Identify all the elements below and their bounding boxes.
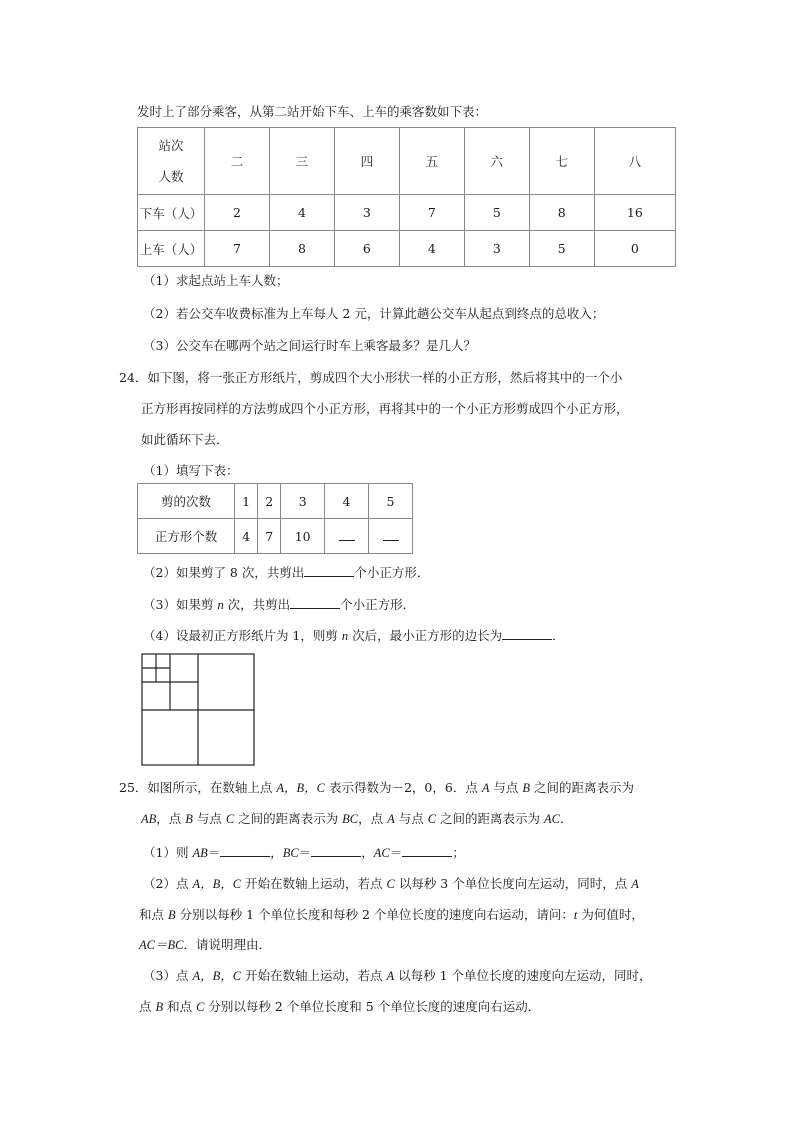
q25-var: A xyxy=(386,969,395,983)
q24-cell: 3 xyxy=(281,484,325,519)
q25-text: ． xyxy=(560,811,573,826)
q25-var: AB xyxy=(192,846,208,860)
q24-answer-blank[interactable] xyxy=(325,519,369,554)
q24-cell: 10 xyxy=(281,519,325,554)
q24-sub3-blank[interactable] xyxy=(290,596,340,609)
q25-var: BC xyxy=(282,846,299,860)
q25-var: A xyxy=(387,812,395,826)
q25-sub2-line3 xyxy=(139,937,271,953)
q25-text: ，点 xyxy=(358,811,388,826)
q24-sub2-text: （2）如果剪了 8 次，共剪出 xyxy=(143,565,305,580)
q23-cell: 8 xyxy=(529,195,594,231)
q25-var: AC xyxy=(544,812,560,826)
q24-cell: 2 xyxy=(258,484,281,519)
q25-text: 点 xyxy=(139,999,156,1014)
q23-sub2: （2）若公交车收费标准为上车每人 2 元，计算此趟公交车从起点到终点的总收入； xyxy=(143,306,605,321)
q24-cell: 1 xyxy=(235,484,258,519)
q23-station: 七 xyxy=(529,128,594,195)
q23-intro: 发时上了部分乘客，从第二站开始下车、上车的乘客数如下表： xyxy=(137,104,488,119)
q25-text: （2）点 xyxy=(143,876,193,891)
q25-text: 表示得数为－2，0，6．点 xyxy=(325,780,482,795)
q25-var: B xyxy=(522,781,531,795)
q25-text: 和点 xyxy=(163,999,197,1014)
q23-station: 二 xyxy=(205,128,270,195)
q25-text: 25．如图所示，在数轴上点 xyxy=(119,780,277,795)
q25-sub3-line1 xyxy=(143,968,652,984)
q25-var: C xyxy=(427,812,437,826)
q25-text: ＝ xyxy=(389,845,403,860)
q25-var: BC xyxy=(342,812,359,826)
q25-var: AC＝BC xyxy=(139,938,184,952)
q24-sub2-text: 个小正方形． xyxy=(354,565,430,580)
q25-var: A xyxy=(481,781,490,795)
q25-line2 xyxy=(141,811,573,827)
q25-text: 为何值时， xyxy=(577,907,644,922)
q24-cell: 4 xyxy=(235,519,258,554)
q24-cell: 7 xyxy=(258,519,281,554)
q25-sub2-line1 xyxy=(143,876,639,892)
q24-sub4 xyxy=(143,627,565,644)
q23-sub3: （3）公交车在哪两个站之间运行时车上乘客最多？是几人？ xyxy=(143,338,476,353)
q23-station: 六 xyxy=(464,128,529,195)
q25-text: 分别以每秒 2 个单位长度和 5 个单位长度的速度向右运动． xyxy=(204,999,541,1014)
q25-text: ＝ xyxy=(207,845,221,860)
q25-sub1 xyxy=(143,844,465,861)
q25-var: A，B，C xyxy=(192,969,242,983)
q24-sub2-blank[interactable] xyxy=(304,564,354,577)
q23-cell: 4 xyxy=(399,231,464,267)
q23-cell: 16 xyxy=(594,195,675,231)
q25-var: t xyxy=(573,908,578,922)
q24-sub3-text: 次，共剪出 xyxy=(223,597,291,612)
q25-text: ，点 xyxy=(156,811,186,826)
q24-sub2 xyxy=(143,564,429,581)
q25-text: ； xyxy=(452,845,465,860)
q24-cell: 4 xyxy=(325,484,369,519)
q24-line3: 如此循环下去． xyxy=(141,432,229,447)
q25-text: ．请说明理由． xyxy=(183,937,271,952)
q24-sub4-text: （4）设最初正方形纸片为 1，则剪 xyxy=(143,628,342,643)
q25-sub3-line2 xyxy=(139,999,540,1015)
q24-var-n: n xyxy=(217,598,224,612)
q23-cell: 3 xyxy=(334,195,399,231)
q25-text: 与点 xyxy=(394,811,428,826)
q23-cell: 0 xyxy=(594,231,675,267)
q23-cell: 4 xyxy=(269,195,334,231)
q23-sub1: （1）求起点站上车人数； xyxy=(143,273,289,288)
q25-text: 与点 xyxy=(192,811,226,826)
q24-sub3-text: 个小正方形． xyxy=(340,597,416,612)
q23-table-header-cell xyxy=(138,128,205,195)
q24-line1: 24．如下图，将一张正方形纸片，剪成四个大小形状一样的小正方形，然后将其中的一个小 xyxy=(119,370,623,385)
q23-table xyxy=(137,127,676,267)
q23-row-label: 下车（人） xyxy=(138,195,205,231)
q23-station: 四 xyxy=(334,128,399,195)
q23-station: 五 xyxy=(399,128,464,195)
q24-row2-label: 正方形个数 xyxy=(138,519,235,554)
q23-header-top: 站次 xyxy=(158,138,184,153)
q23-row-label: 上车（人） xyxy=(138,231,205,267)
q25-var: C xyxy=(196,1000,205,1014)
q25-bc-blank[interactable] xyxy=(311,844,361,857)
q25-var: C xyxy=(225,812,235,826)
q25-text: ， xyxy=(361,845,374,860)
q25-text: 以每秒 3 个单位长度向左运动，同时，点 xyxy=(394,876,632,891)
q25-var: A，B，C xyxy=(276,781,325,795)
q25-sub2-line2 xyxy=(139,907,644,923)
q25-var: B xyxy=(167,908,176,922)
q23-cell: 8 xyxy=(269,231,334,267)
q25-text: 之间的距离表示为 xyxy=(530,780,635,795)
q25-text: ， xyxy=(270,845,283,860)
q25-line1 xyxy=(119,780,634,796)
square-cutting-figure xyxy=(141,653,257,767)
q25-text: 以每秒 1 个单位长度的速度向左运动，同时， xyxy=(394,968,652,983)
q23-cell: 6 xyxy=(334,231,399,267)
q25-text: 开始在数轴上运动，若点 xyxy=(241,876,387,891)
q25-text: 之间的距离表示为 xyxy=(234,811,343,826)
q25-text: 之间的距离表示为 xyxy=(436,811,545,826)
q25-var: B xyxy=(155,1000,164,1014)
q24-sub3-text: （3）如果剪 xyxy=(143,597,218,612)
q23-station: 八 xyxy=(594,128,675,195)
q23-station: 三 xyxy=(269,128,334,195)
q24-cell: 5 xyxy=(369,484,413,519)
q25-text: （3）点 xyxy=(143,968,193,983)
q25-text: 和点 xyxy=(139,907,168,922)
q24-sub1: （1）填写下表： xyxy=(143,463,239,478)
q23-cell: 5 xyxy=(529,231,594,267)
q23-cell: 7 xyxy=(205,231,270,267)
q24-var-n: n xyxy=(341,629,349,643)
q25-var: C xyxy=(386,877,395,891)
q23-cell: 5 xyxy=(464,195,529,231)
q25-var: AC xyxy=(373,846,390,860)
q24-sub3 xyxy=(143,596,415,613)
q24-table xyxy=(137,483,413,554)
q25-var: AB xyxy=(141,812,157,826)
q24-sub4-text: 次后，最小正方形的边长为 xyxy=(348,628,503,643)
q25-var: B xyxy=(185,812,193,826)
q25-var: A xyxy=(631,877,639,891)
q25-var: A，B，C xyxy=(192,877,242,891)
q25-text: 分别以每秒 1 个单位长度和每秒 2 个单位长度的速度向右运动，请问： xyxy=(175,907,574,922)
q24-row1-label: 剪的次数 xyxy=(138,484,235,519)
q25-ab-blank[interactable] xyxy=(220,844,270,857)
q24-sub4-text: ． xyxy=(552,628,565,643)
q23-cell: 3 xyxy=(464,231,529,267)
q23-cell: 2 xyxy=(205,195,270,231)
q24-answer-blank[interactable] xyxy=(369,519,413,554)
q25-text: 与点 xyxy=(489,780,523,795)
q24-line2: 正方形再按同样的方法剪成四个小正方形，再将其中的一个小正方形剪成四个小正方形， xyxy=(141,401,629,416)
q25-text: ＝ xyxy=(298,845,312,860)
q25-text: 开始在数轴上运动，若点 xyxy=(241,968,387,983)
q25-text: （1）则 xyxy=(143,845,193,860)
q24-sub4-blank[interactable] xyxy=(502,627,552,640)
q23-cell: 7 xyxy=(399,195,464,231)
q23-header-bottom: 人数 xyxy=(158,169,184,184)
q25-ac-blank[interactable] xyxy=(402,844,452,857)
